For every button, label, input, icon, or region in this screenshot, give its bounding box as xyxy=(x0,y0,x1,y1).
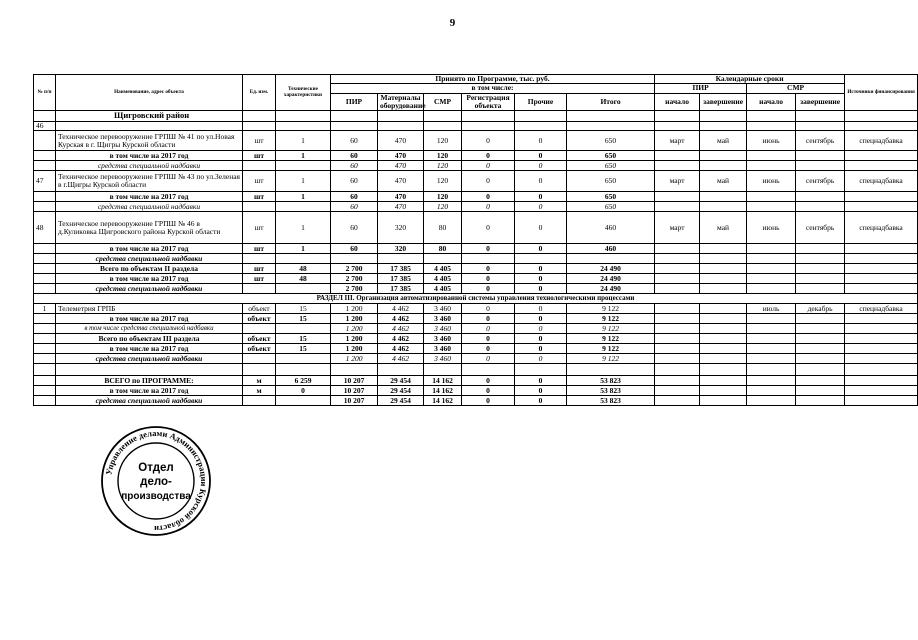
cell-pir-start: март xyxy=(655,171,700,192)
section2-special-row xyxy=(34,284,918,294)
cell-smr: 120 xyxy=(424,202,462,212)
program-2017-row xyxy=(34,386,918,396)
cell-pir: 60 xyxy=(331,171,378,192)
program-table xyxy=(33,74,918,406)
cell-pir: 2 700 xyxy=(331,284,378,294)
cell-pir: 10 207 xyxy=(331,386,378,396)
cell-total: 24 490 xyxy=(567,274,655,284)
cell-tech: 15 xyxy=(276,314,331,324)
row-label: средства специальной надбавки xyxy=(56,354,243,364)
cell-total: 650 xyxy=(567,202,655,212)
section3-title-row xyxy=(34,294,918,304)
header-registration: Регистрация объекта xyxy=(462,93,515,111)
cell-smr: 80 xyxy=(424,244,462,254)
cell-pir-start: март xyxy=(655,212,700,244)
cell-total: 650 xyxy=(567,131,655,151)
row-label: в том числе средства специальной надбавки xyxy=(56,324,243,334)
cell-registration: 0 xyxy=(462,212,515,244)
object-name: Телеметрия ГРПБ xyxy=(56,304,243,314)
stamp-ring-text: Управление делами Администрации Курской области xyxy=(103,427,210,535)
cell-registration: 0 xyxy=(462,264,515,274)
table-row xyxy=(34,151,918,161)
cell-tech: 48 xyxy=(276,264,331,274)
cell-smr: 120 xyxy=(424,171,462,192)
row-label: в том числе на 2017 год xyxy=(56,314,243,324)
cell-other: 0 xyxy=(515,274,567,284)
row-label: средства специальной надбавки xyxy=(56,254,243,264)
cell-smr-end: сентябрь xyxy=(796,131,845,151)
cell-other: 0 xyxy=(515,151,567,161)
cell-other: 0 xyxy=(515,131,567,151)
cell-materials: 29 454 xyxy=(378,376,424,386)
cell-other: 0 xyxy=(515,324,567,334)
cell-total: 650 xyxy=(567,192,655,202)
cell-registration: 0 xyxy=(462,171,515,192)
cell-total: 53 823 xyxy=(567,386,655,396)
cell-tech: 1 xyxy=(276,212,331,244)
object-number: 1 xyxy=(34,304,56,314)
object-number: 47 xyxy=(34,171,56,192)
cell-materials: 29 454 xyxy=(378,386,424,396)
cell-unit: м xyxy=(243,386,276,396)
cell-pir-end: май xyxy=(700,131,747,151)
table-row xyxy=(34,304,918,314)
cell-smr-end: декабрь xyxy=(796,304,845,314)
cell-materials: 320 xyxy=(378,244,424,254)
cell-unit: шт xyxy=(243,151,276,161)
stamp-line-1: Отдел xyxy=(138,462,174,474)
cell-registration: 0 xyxy=(462,274,515,284)
header-cal-pir: ПИР xyxy=(655,84,747,93)
cell-other: 0 xyxy=(515,161,567,171)
cell-registration: 0 xyxy=(462,151,515,161)
section2-2017-row xyxy=(34,274,918,284)
table-row xyxy=(34,212,918,244)
cell-tech: 1 xyxy=(276,131,331,151)
header-smr-start: начало xyxy=(747,93,796,111)
cell-total: 9 122 xyxy=(567,304,655,314)
header-tech: Технические характеристики xyxy=(276,75,331,111)
stamp-line-3: производства xyxy=(121,491,191,502)
cell-unit: объект xyxy=(243,304,276,314)
cell-unit: объект xyxy=(243,314,276,324)
cell-total: 650 xyxy=(567,171,655,192)
cell-unit: шт xyxy=(243,244,276,254)
cell-registration: 0 xyxy=(462,161,515,171)
row-label: ВСЕГО по ПРОГРАММЕ: xyxy=(56,376,243,386)
cell-total: 650 xyxy=(567,161,655,171)
cell-pir: 1 200 xyxy=(331,304,378,314)
cell-other: 0 xyxy=(515,192,567,202)
cell-tech: 6 259 xyxy=(276,376,331,386)
cell-materials: 470 xyxy=(378,151,424,161)
cell-total: 9 122 xyxy=(567,344,655,354)
cell-pir-end: май xyxy=(700,212,747,244)
header-other: Прочие xyxy=(515,93,567,111)
cell-tech: 15 xyxy=(276,304,331,314)
district-row xyxy=(34,111,918,122)
cell-other: 0 xyxy=(515,304,567,314)
table-row xyxy=(34,314,918,324)
row-label: в том числе на 2017 год xyxy=(56,151,243,161)
cell-smr: 4 405 xyxy=(424,274,462,284)
cell-registration: 0 xyxy=(462,314,515,324)
cell-smr-end: сентябрь xyxy=(796,171,845,192)
row-label: средства специальной надбавки xyxy=(56,202,243,212)
cell-smr: 3 460 xyxy=(424,324,462,334)
row-label: средства специальной надбавки xyxy=(56,284,243,294)
table-row xyxy=(34,122,918,131)
header-cal-smr: СМР xyxy=(747,84,845,93)
cell-tech: 1 xyxy=(276,244,331,254)
cell-source: спецнадбавка xyxy=(845,171,918,192)
row-label: средства специальной надбавки xyxy=(56,161,243,171)
cell-pir: 60 xyxy=(331,131,378,151)
cell-other: 0 xyxy=(515,314,567,324)
cell-smr: 120 xyxy=(424,161,462,171)
cell-registration: 0 xyxy=(462,334,515,344)
header-pir-start: начало xyxy=(655,93,700,111)
row-label: Всего по объектам II раздела xyxy=(56,264,243,274)
cell-tech: 15 xyxy=(276,344,331,354)
cell-pir: 60 xyxy=(331,202,378,212)
cell-smr: 3 460 xyxy=(424,354,462,364)
row-label: в том числе на 2017 год xyxy=(56,344,243,354)
header-num: № п/п xyxy=(34,75,56,111)
cell-tech: 15 xyxy=(276,334,331,344)
cell-source: спецнадбавка xyxy=(845,304,918,314)
cell-materials: 470 xyxy=(378,161,424,171)
object-name: Техническое перевооружение ГРПШ № 43 по ул.Зеленая в г.Щигры Курской области xyxy=(56,171,243,192)
table-row xyxy=(34,161,918,171)
cell-smr: 4 405 xyxy=(424,284,462,294)
cell-smr: 3 460 xyxy=(424,314,462,324)
header-pir-end: завершение xyxy=(700,93,747,111)
cell-materials: 17 385 xyxy=(378,284,424,294)
cell-smr-start: июнь xyxy=(747,212,796,244)
cell-other: 0 xyxy=(515,344,567,354)
cell-other: 0 xyxy=(515,284,567,294)
cell-smr: 120 xyxy=(424,151,462,161)
object-name: Техническое перевооружение ГРПШ № 41 по ул.Новая Курская в г. Щигры Курской области xyxy=(56,131,243,151)
section3-total-row xyxy=(34,334,918,344)
cell-smr: 80 xyxy=(424,212,462,244)
object-number: 48 xyxy=(34,212,56,244)
cell-pir: 60 xyxy=(331,192,378,202)
cell-pir: 1 200 xyxy=(331,354,378,364)
cell-registration: 0 xyxy=(462,244,515,254)
cell-pir: 2 700 xyxy=(331,264,378,274)
cell-unit: объект xyxy=(243,334,276,344)
cell-materials: 470 xyxy=(378,171,424,192)
cell-pir: 1 200 xyxy=(331,324,378,334)
cell-materials: 4 462 xyxy=(378,344,424,354)
header-source: Источники финансирования xyxy=(845,75,918,111)
cell-registration: 0 xyxy=(462,386,515,396)
cell-pir: 1 200 xyxy=(331,314,378,324)
cell-unit: шт xyxy=(243,212,276,244)
cell-smr: 4 405 xyxy=(424,264,462,274)
cell-smr: 14 162 xyxy=(424,376,462,386)
table-row xyxy=(34,192,918,202)
table-row xyxy=(34,171,918,192)
cell-tech: 1 xyxy=(276,171,331,192)
cell-unit: шт xyxy=(243,131,276,151)
cell-pir: 60 xyxy=(331,244,378,254)
header-total: Итого xyxy=(567,93,655,111)
cell-total: 9 122 xyxy=(567,324,655,334)
cell-tech: 1 xyxy=(276,192,331,202)
cell-smr: 3 460 xyxy=(424,334,462,344)
cell-tech: 48 xyxy=(276,274,331,284)
cell-unit: шт xyxy=(243,264,276,274)
cell-unit: м xyxy=(243,376,276,386)
cell-other: 0 xyxy=(515,202,567,212)
table-row xyxy=(34,202,918,212)
cell-materials: 4 462 xyxy=(378,354,424,364)
cell-registration: 0 xyxy=(462,202,515,212)
cell-smr: 3 460 xyxy=(424,304,462,314)
cell-materials: 470 xyxy=(378,202,424,212)
section3-2017-row xyxy=(34,344,918,354)
cell-unit: шт xyxy=(243,192,276,202)
cell-registration: 0 xyxy=(462,284,515,294)
program-special-row xyxy=(34,396,918,406)
cell-pir: 10 207 xyxy=(331,396,378,406)
row-label: средства специальной надбавки xyxy=(56,396,243,406)
cell-materials: 17 385 xyxy=(378,264,424,274)
cell-source: спецнадбавка xyxy=(845,212,918,244)
cell-tech: 0 xyxy=(276,386,331,396)
cell-unit: шт xyxy=(243,274,276,284)
table-row xyxy=(34,254,918,264)
cell-registration: 0 xyxy=(462,396,515,406)
section3-special-row xyxy=(34,354,918,364)
cell-other: 0 xyxy=(515,354,567,364)
section-title: РАЗДЕЛ III. Организация автоматизированной системы управления технологическими процессами xyxy=(34,294,918,304)
cell-registration: 0 xyxy=(462,376,515,386)
cell-other: 0 xyxy=(515,334,567,344)
stamp-line-2: дело- xyxy=(140,476,172,488)
row-label: Всего по объектам III раздела xyxy=(56,334,243,344)
page-number: 9 xyxy=(449,17,456,29)
cell-smr: 14 162 xyxy=(424,386,462,396)
cell-pir: 2 700 xyxy=(331,274,378,284)
cell-total: 9 122 xyxy=(567,334,655,344)
cell-total: 460 xyxy=(567,212,655,244)
cell-materials: 470 xyxy=(378,192,424,202)
cell-other: 0 xyxy=(515,386,567,396)
cell-other: 0 xyxy=(515,244,567,254)
cell-unit: объект xyxy=(243,344,276,354)
cell-registration: 0 xyxy=(462,344,515,354)
cell-total: 650 xyxy=(567,151,655,161)
cell-other: 0 xyxy=(515,212,567,244)
cell-total: 24 490 xyxy=(567,284,655,294)
table-row xyxy=(34,131,918,151)
cell-registration: 0 xyxy=(462,324,515,334)
object-number: 46 xyxy=(34,122,56,131)
cell-pir: 1 200 xyxy=(331,344,378,354)
row-label: в том числе на 2017 год xyxy=(56,386,243,396)
header-calendar: Календарные сроки xyxy=(655,75,845,84)
cell-other: 0 xyxy=(515,396,567,406)
cell-materials: 320 xyxy=(378,212,424,244)
cell-tech: 1 xyxy=(276,151,331,161)
header-smr: СМР xyxy=(424,93,462,111)
cell-materials: 4 462 xyxy=(378,304,424,314)
cell-registration: 0 xyxy=(462,131,515,151)
object-name: Техническое перевооружение ГРПШ № 46 в д.Куликовка Щигровского района Курской области xyxy=(56,212,243,244)
cell-smr: 3 460 xyxy=(424,344,462,354)
cell-other: 0 xyxy=(515,264,567,274)
header-name: Наименование, адрес объекта xyxy=(56,75,243,111)
district-name: Щигровский район xyxy=(56,111,243,122)
cell-materials: 29 454 xyxy=(378,396,424,406)
table-row xyxy=(34,244,918,254)
header-smr-end: завершение xyxy=(796,93,845,111)
row-label: в том числе на 2017 год xyxy=(56,274,243,284)
cell-total: 9 122 xyxy=(567,314,655,324)
cell-smr-end: сентябрь xyxy=(796,212,845,244)
cell-other: 0 xyxy=(515,171,567,192)
cell-pir: 60 xyxy=(331,151,378,161)
cell-other: 0 xyxy=(515,376,567,386)
cell-registration: 0 xyxy=(462,304,515,314)
row-label: в том числе на 2017 год xyxy=(56,192,243,202)
cell-pir: 1 200 xyxy=(331,334,378,344)
cell-total: 24 490 xyxy=(567,264,655,274)
cell-smr: 120 xyxy=(424,131,462,151)
cell-smr: 120 xyxy=(424,192,462,202)
cell-unit: шт xyxy=(243,171,276,192)
cell-materials: 4 462 xyxy=(378,334,424,344)
cell-materials: 17 385 xyxy=(378,274,424,284)
cell-smr-start: июнь xyxy=(747,131,796,151)
header-incl: в том числе: xyxy=(331,84,655,93)
cell-pir: 10 207 xyxy=(331,376,378,386)
cell-materials: 4 462 xyxy=(378,324,424,334)
cell-smr-start: июнь xyxy=(747,171,796,192)
cell-materials: 470 xyxy=(378,131,424,151)
cell-pir-end: май xyxy=(700,171,747,192)
header-funds: Принято по Программе, тыс. руб. xyxy=(331,75,655,84)
cell-pir-start: март xyxy=(655,131,700,151)
header-materials: Материалы оборудование xyxy=(378,93,424,111)
office-stamp xyxy=(100,425,212,537)
header-unit: Ед. изм. xyxy=(243,75,276,111)
cell-total: 53 823 xyxy=(567,396,655,406)
cell-source: спецнадбавка xyxy=(845,131,918,151)
cell-total: 9 122 xyxy=(567,354,655,364)
cell-total: 460 xyxy=(567,244,655,254)
section2-total-row xyxy=(34,264,918,274)
cell-smr: 14 162 xyxy=(424,396,462,406)
program-total-row xyxy=(34,376,918,386)
cell-pir: 60 xyxy=(331,212,378,244)
cell-registration: 0 xyxy=(462,354,515,364)
cell-total: 53 823 xyxy=(567,376,655,386)
cell-materials: 4 462 xyxy=(378,314,424,324)
row-label: в том числе на 2017 год xyxy=(56,244,243,254)
header-pir: ПИР xyxy=(331,93,378,111)
cell-smr-start: июль xyxy=(747,304,796,314)
cell-registration: 0 xyxy=(462,192,515,202)
cell-pir: 60 xyxy=(331,161,378,171)
table-row xyxy=(34,324,918,334)
spacer-row xyxy=(34,364,918,376)
